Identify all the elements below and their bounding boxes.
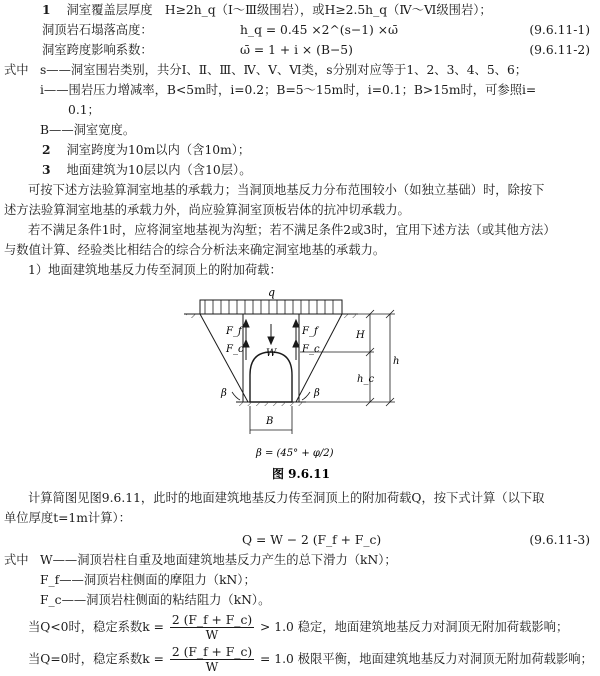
item-2-text: 洞室跨度为10m以内（含10m）； [66, 143, 251, 157]
height-h-label: h [393, 356, 400, 367]
cavern-opening [250, 352, 292, 402]
ground-right [342, 314, 356, 318]
figure-9-6-11 [0, 280, 600, 490]
eq1-formula: h_q = 0.45 ×2^(s−1) ×ω̄ [240, 23, 399, 37]
where2-fc-def: F_c——洞顶岩柱侧面的粘结阻力（kN）。 [40, 593, 271, 607]
ff-right-label: F_f [302, 326, 318, 337]
condition-1-post: > 1.0 稳定，地面建筑地基反力对洞顶无附加荷载影响； [260, 620, 569, 634]
eq2-number: (9.6.11-2) [529, 43, 590, 57]
angle-arc-left [232, 392, 240, 400]
eq2-formula: ω̄ = 1 + i × (B−5) [240, 43, 353, 57]
condition-2-numerator: 2 (F_f + F_c) [171, 645, 253, 659]
condition-1-pre: 当Q<0时，稳定系数k = [28, 620, 164, 634]
condition-2-fraction [170, 645, 254, 674]
eq3-number: (9.6.11-3) [529, 533, 590, 547]
load-q-label: q [268, 286, 276, 299]
para1-line1: 可按下述方法验算洞室地基的承载力；当洞顶地基反力分布范围较小（如独立基础）时，除按下 [28, 183, 545, 197]
para2-line1: 若不满足条件1时，应将洞室地基视为沟堑；若不满足条件2或3时，宜用下述方法（或其他方法） [28, 223, 556, 237]
fc-left-label: F_c [226, 344, 244, 355]
ff-left-label: F_f [226, 326, 242, 337]
item-2-number: 2 [42, 142, 51, 157]
width-B-label: B [266, 416, 274, 427]
where1-s-def: s——洞室围岩类别，共分Ⅰ、Ⅱ、Ⅲ、Ⅳ、Ⅴ、Ⅵ类，s分别对应等于1、2、3、4、5、6； [40, 63, 528, 77]
load-arrows [205, 300, 333, 314]
fc-right-label: F_c [302, 344, 320, 355]
eq3-formula: Q = W − 2 (F_f + F_c) [242, 533, 382, 547]
condition-1-numerator: 2 (F_f + F_c) [171, 613, 253, 627]
ground-left [186, 314, 200, 318]
item-3 [42, 162, 252, 178]
condition-1-denominator: W [205, 628, 219, 642]
condition-2-pre: 当Q=0时，稳定系数k = [28, 652, 164, 666]
eq1-number: (9.6.11-1) [529, 23, 590, 37]
angle-arc-right [302, 392, 310, 400]
where2-prefix: 式中 [4, 553, 29, 567]
condition-1-fraction [170, 613, 254, 642]
para2-line2: 与数值计算、经验类比相结合的综合分析法来确定洞室地基的承载力。 [4, 243, 386, 257]
height-H-label: H [356, 330, 365, 341]
para3-line2: 单位厚度t=1m计算）： [4, 511, 131, 525]
eq1-label: 洞顶岩石塌落高度： [42, 23, 153, 37]
sub1-heading: 1）地面建筑地基反力传至洞顶上的附加荷载： [28, 263, 282, 277]
where1-i-def-cont: 0.1； [68, 103, 100, 117]
item-1-text: 洞室覆盖层厚度 H≥2h_q（Ⅰ～Ⅲ级围岩），或H≥2.5h_q（Ⅳ～Ⅵ级围岩）； [66, 3, 492, 17]
height-hc-label: h_c [357, 374, 375, 385]
condition-2 [28, 644, 593, 674]
condition-2-post: = 1.0 极限平衡，地面建筑地基反力对洞顶无附加荷载影响； [260, 652, 593, 666]
friction-arrows-left [243, 320, 249, 360]
weight-arrow [268, 324, 274, 344]
item-3-text: 地面建筑为10层以内（含10层）。 [66, 163, 252, 177]
para1-line2: 述方法验算洞室地基的承载力外，尚应验算洞室顶板岩体的抗冲切承载力。 [4, 203, 410, 217]
where1-prefix: 式中 [4, 63, 29, 77]
friction-arrows-right [293, 320, 299, 360]
where1-b-def: B——洞室宽度。 [40, 123, 136, 137]
figure-caption: 图 9.6.11 [272, 467, 330, 481]
beta-left-label: β [221, 388, 227, 399]
where2-ff-def: F_f——洞顶岩柱侧面的摩阻力（kN）； [40, 573, 256, 587]
eq2-label: 洞室跨度影响系数： [42, 43, 153, 57]
item-1 [42, 2, 492, 18]
cavern-floor-hatch [236, 402, 306, 406]
where1-i-def: i——围岩压力增减率，B<5m时，i=0.2；B=5～15m时，i=0.1；B>15m时，可参照i= [40, 83, 537, 97]
item-3-number: 3 [42, 162, 51, 177]
condition-2-denominator: W [205, 660, 219, 674]
weight-label: W [266, 348, 277, 359]
item-2 [42, 142, 250, 158]
para3-line1: 计算简图见图9.6.11，此时的地面建筑地基反力传至洞顶上的附加荷载Q，按下式计算（以下取 [28, 491, 545, 505]
item-1-number: 1 [42, 2, 51, 17]
condition-1 [28, 612, 568, 642]
where2-w-def: W——洞顶岩柱自重及地面建筑地基反力产生的总下滑力（kN）； [40, 553, 397, 567]
beta-formula: β = (45° + φ/2) [256, 448, 334, 459]
beta-right-label: β [314, 388, 320, 399]
